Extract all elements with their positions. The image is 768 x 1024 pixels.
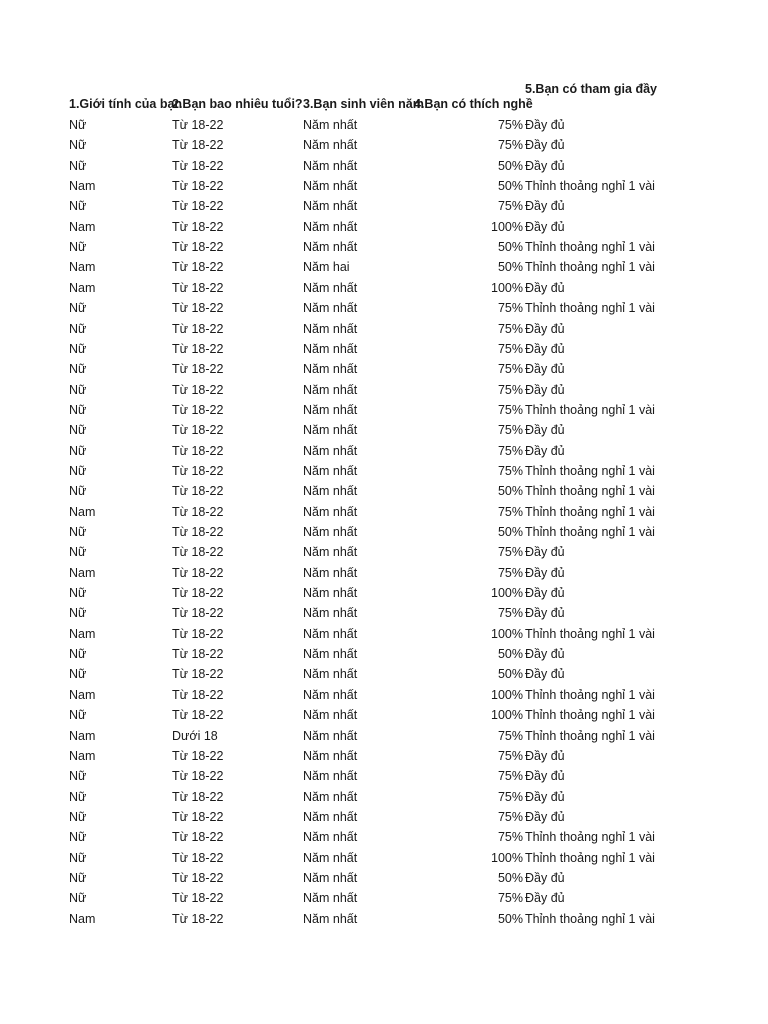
age-cell: Từ 18-22	[172, 423, 224, 438]
gender-cell: Nữ	[69, 423, 87, 438]
year-cell: Năm nhất	[303, 911, 358, 926]
age-cell: Từ 18-22	[172, 118, 224, 132]
table-row	[0, 196, 768, 216]
gender-cell: Nam	[69, 280, 96, 295]
age-cell: Từ 18-22	[172, 769, 224, 784]
year-cell: Năm nhất	[303, 402, 358, 417]
gender-cell: Nữ	[69, 789, 87, 804]
gender-cell: Nữ	[69, 525, 87, 539]
attendance-cell: Đầy đủ	[525, 769, 565, 784]
percent-cell: 75%	[497, 463, 523, 478]
gender-cell: Nữ	[69, 382, 87, 397]
age-cell: Từ 18-22	[172, 870, 224, 885]
gender-cell: Nam	[69, 626, 96, 641]
percent-cell: 75%	[497, 789, 523, 804]
table-row	[0, 502, 768, 522]
percent-cell: 100%	[491, 219, 523, 234]
table-row	[0, 522, 768, 542]
percent-cell: 50%	[497, 667, 523, 682]
gender-cell: Nam	[69, 504, 96, 519]
attendance-cell: Thỉnh thoảng nghỉ 1 vài	[525, 708, 655, 723]
percent-cell: 100%	[491, 850, 523, 865]
percent-cell: 75%	[497, 423, 523, 438]
gender-cell: Nam	[69, 179, 96, 194]
attendance-cell: Đầy đủ	[525, 667, 565, 682]
gender-cell: Nữ	[69, 321, 87, 336]
age-cell: Từ 18-22	[172, 179, 224, 194]
table-row	[0, 746, 768, 766]
table-row	[0, 766, 768, 786]
gender-cell: Nữ	[69, 362, 87, 377]
attendance-cell: Thỉnh thoảng nghỉ 1 vài	[525, 402, 655, 417]
gender-cell: Nữ	[69, 830, 87, 845]
percent-cell: 50%	[497, 484, 523, 499]
percent-cell: 50%	[497, 870, 523, 885]
attendance-cell: Đầy đủ	[525, 748, 565, 763]
header-q3: 3.Bạn sinh viên năm	[303, 97, 424, 111]
table-row	[0, 603, 768, 623]
year-cell: Năm nhất	[303, 728, 358, 743]
year-cell: Năm nhất	[303, 870, 358, 885]
year-cell: Năm nhất	[303, 341, 358, 356]
year-cell: Năm nhất	[303, 362, 358, 377]
gender-cell: Nữ	[69, 484, 87, 499]
attendance-cell: Thỉnh thoảng nghỉ 1 vài	[525, 301, 655, 316]
gender-cell: Nam	[69, 260, 96, 275]
age-cell: Từ 18-22	[172, 158, 224, 173]
percent-cell: 100%	[491, 708, 523, 723]
year-cell: Năm nhất	[303, 708, 358, 723]
percent-cell: 75%	[497, 769, 523, 784]
year-cell: Năm nhất	[303, 769, 358, 784]
table-row	[0, 176, 768, 196]
percent-cell: 75%	[497, 341, 523, 356]
year-cell: Năm nhất	[303, 545, 358, 560]
attendance-cell: Thỉnh thoảng nghỉ 1 vài	[525, 687, 655, 702]
age-cell: Từ 18-22	[172, 789, 224, 804]
attendance-cell: Đầy đủ	[525, 138, 565, 153]
percent-cell: 75%	[497, 199, 523, 214]
attendance-cell: Đầy đủ	[525, 647, 565, 662]
age-cell: Dưới 18	[172, 728, 218, 743]
attendance-cell: Thỉnh thoảng nghỉ 1 vài	[525, 504, 655, 519]
gender-cell: Nữ	[69, 199, 87, 214]
attendance-cell: Đầy đủ	[525, 382, 565, 397]
table-row	[0, 156, 768, 176]
gender-cell: Nữ	[69, 708, 87, 723]
table-row	[0, 461, 768, 481]
table-row	[0, 441, 768, 461]
percent-cell: 50%	[497, 525, 523, 539]
age-cell: Từ 18-22	[172, 647, 224, 662]
percent-cell: 75%	[497, 809, 523, 824]
age-cell: Từ 18-22	[172, 504, 224, 519]
attendance-cell: Đầy đủ	[525, 158, 565, 173]
year-cell: Năm hai	[303, 260, 350, 275]
gender-cell: Nữ	[69, 138, 87, 153]
percent-cell: 50%	[497, 260, 523, 275]
age-cell: Từ 18-22	[172, 280, 224, 295]
year-cell: Năm nhất	[303, 280, 358, 295]
header-q5: 5.Bạn có tham gia đầy	[525, 82, 657, 96]
year-cell: Năm nhất	[303, 606, 358, 621]
attendance-cell: Thỉnh thoảng nghỉ 1 vài	[525, 463, 655, 478]
table-row	[0, 787, 768, 807]
table-row	[0, 217, 768, 237]
attendance-cell: Thỉnh thoảng nghỉ 1 vài	[525, 240, 655, 255]
percent-cell: 75%	[497, 138, 523, 153]
table-row	[0, 909, 768, 929]
attendance-cell: Thỉnh thoảng nghỉ 1 vài	[525, 484, 655, 499]
year-cell: Năm nhất	[303, 138, 358, 153]
attendance-cell: Đầy đủ	[525, 891, 565, 906]
year-cell: Năm nhất	[303, 809, 358, 824]
year-cell: Năm nhất	[303, 240, 358, 255]
percent-cell: 75%	[497, 545, 523, 560]
table-row	[0, 380, 768, 400]
table-row	[0, 339, 768, 359]
gender-cell: Nữ	[69, 240, 87, 255]
gender-cell: Nữ	[69, 870, 87, 885]
percent-cell: 75%	[497, 382, 523, 397]
year-cell: Năm nhất	[303, 667, 358, 682]
age-cell: Từ 18-22	[172, 626, 224, 641]
header-row	[0, 94, 768, 114]
attendance-cell: Đầy đủ	[525, 789, 565, 804]
attendance-cell: Đầy đủ	[525, 362, 565, 377]
year-cell: Năm nhất	[303, 850, 358, 865]
year-cell: Năm nhất	[303, 301, 358, 316]
age-cell: Từ 18-22	[172, 748, 224, 763]
age-cell: Từ 18-22	[172, 484, 224, 499]
gender-cell: Nữ	[69, 850, 87, 865]
percent-cell: 100%	[491, 586, 523, 601]
table-row	[0, 257, 768, 277]
year-cell: Năm nhất	[303, 687, 358, 702]
gender-cell: Nữ	[69, 443, 87, 458]
attendance-cell: Đầy đủ	[525, 586, 565, 601]
attendance-cell: Đầy đủ	[525, 219, 565, 234]
table-row	[0, 319, 768, 339]
age-cell: Từ 18-22	[172, 301, 224, 316]
year-cell: Năm nhất	[303, 118, 358, 132]
age-cell: Từ 18-22	[172, 708, 224, 723]
percent-cell: 50%	[497, 179, 523, 194]
age-cell: Từ 18-22	[172, 260, 224, 275]
age-cell: Từ 18-22	[172, 545, 224, 560]
attendance-cell: Đầy đủ	[525, 565, 565, 580]
table-row	[0, 685, 768, 705]
gender-cell: Nữ	[69, 463, 87, 478]
table-row	[0, 237, 768, 257]
table-row	[0, 848, 768, 868]
age-cell: Từ 18-22	[172, 240, 224, 255]
age-cell: Từ 18-22	[172, 321, 224, 336]
year-cell: Năm nhất	[303, 647, 358, 662]
year-cell: Năm nhất	[303, 382, 358, 397]
attendance-cell: Đầy đủ	[525, 321, 565, 336]
gender-cell: Nam	[69, 687, 96, 702]
table-row	[0, 644, 768, 664]
attendance-cell: Thỉnh thoảng nghỉ 1 vài	[525, 911, 655, 926]
attendance-cell: Đầy đủ	[525, 809, 565, 824]
age-cell: Từ 18-22	[172, 402, 224, 417]
percent-cell: 75%	[497, 748, 523, 763]
table-row	[0, 705, 768, 725]
year-cell: Năm nhất	[303, 443, 358, 458]
percent-cell: 75%	[497, 118, 523, 132]
table-row	[0, 481, 768, 501]
percent-cell: 75%	[497, 606, 523, 621]
attendance-cell: Đầy đủ	[525, 118, 565, 132]
table-row	[0, 664, 768, 684]
year-cell: Năm nhất	[303, 463, 358, 478]
percent-cell: 50%	[497, 158, 523, 173]
percent-cell: 75%	[497, 301, 523, 316]
age-cell: Từ 18-22	[172, 809, 224, 824]
table-row	[0, 420, 768, 440]
age-cell: Từ 18-22	[172, 687, 224, 702]
gender-cell: Nam	[69, 911, 96, 926]
age-cell: Từ 18-22	[172, 138, 224, 153]
percent-cell: 50%	[497, 240, 523, 255]
table-row	[0, 624, 768, 644]
gender-cell: Nữ	[69, 647, 87, 662]
year-cell: Năm nhất	[303, 830, 358, 845]
year-cell: Năm nhất	[303, 586, 358, 601]
percent-cell: 75%	[497, 565, 523, 580]
gender-cell: Nữ	[69, 667, 87, 682]
year-cell: Năm nhất	[303, 321, 358, 336]
header-q4: 4.Bạn có thích nghề	[414, 97, 533, 111]
table-row	[0, 542, 768, 562]
age-cell: Từ 18-22	[172, 341, 224, 356]
header-q1: 1.Giới tính của bạn	[69, 97, 183, 111]
year-cell: Năm nhất	[303, 789, 358, 804]
attendance-cell: Thỉnh thoảng nghỉ 1 vài	[525, 525, 655, 539]
age-cell: Từ 18-22	[172, 443, 224, 458]
year-cell: Năm nhất	[303, 525, 358, 539]
year-cell: Năm nhất	[303, 219, 358, 234]
gender-cell: Nữ	[69, 809, 87, 824]
age-cell: Từ 18-22	[172, 219, 224, 234]
attendance-cell: Đầy đủ	[525, 423, 565, 438]
percent-cell: 100%	[491, 687, 523, 702]
age-cell: Từ 18-22	[172, 199, 224, 214]
table-row	[0, 583, 768, 603]
percent-cell: 100%	[491, 280, 523, 295]
percent-cell: 50%	[497, 647, 523, 662]
year-cell: Năm nhất	[303, 626, 358, 641]
percent-cell: 75%	[497, 728, 523, 743]
attendance-cell: Thỉnh thoảng nghỉ 1 vài	[525, 626, 655, 641]
gender-cell: Nữ	[69, 606, 87, 621]
gender-cell: Nữ	[69, 402, 87, 417]
age-cell: Từ 18-22	[172, 850, 224, 865]
year-cell: Năm nhất	[303, 504, 358, 519]
table-row	[0, 115, 768, 135]
attendance-cell: Thỉnh thoảng nghỉ 1 vài	[525, 179, 655, 194]
year-cell: Năm nhất	[303, 423, 358, 438]
year-cell: Năm nhất	[303, 179, 358, 194]
year-cell: Năm nhất	[303, 199, 358, 214]
gender-cell: Nam	[69, 748, 96, 763]
gender-cell: Nam	[69, 728, 96, 743]
age-cell: Từ 18-22	[172, 362, 224, 377]
gender-cell: Nữ	[69, 586, 87, 601]
gender-cell: Nam	[69, 565, 96, 580]
table-row	[0, 400, 768, 420]
attendance-cell: Thỉnh thoảng nghỉ 1 vài	[525, 830, 655, 845]
attendance-cell: Đầy đủ	[525, 341, 565, 356]
percent-cell: 75%	[497, 830, 523, 845]
year-cell: Năm nhất	[303, 891, 358, 906]
gender-cell: Nữ	[69, 769, 87, 784]
year-cell: Năm nhất	[303, 565, 358, 580]
percent-cell: 100%	[491, 626, 523, 641]
table-row	[0, 868, 768, 888]
table-row	[0, 827, 768, 847]
year-cell: Năm nhất	[303, 484, 358, 499]
age-cell: Từ 18-22	[172, 525, 224, 539]
attendance-cell: Thỉnh thoảng nghỉ 1 vài	[525, 260, 655, 275]
age-cell: Từ 18-22	[172, 586, 224, 601]
gender-cell: Nữ	[69, 341, 87, 356]
attendance-cell: Đầy đủ	[525, 606, 565, 621]
age-cell: Từ 18-22	[172, 911, 224, 926]
attendance-cell: Thỉnh thoảng nghỉ 1 vài	[525, 850, 655, 865]
table-row	[0, 726, 768, 746]
age-cell: Từ 18-22	[172, 891, 224, 906]
gender-cell: Nữ	[69, 118, 87, 132]
attendance-cell: Đầy đủ	[525, 443, 565, 458]
age-cell: Từ 18-22	[172, 667, 224, 682]
percent-cell: 75%	[497, 891, 523, 906]
table-row	[0, 807, 768, 827]
age-cell: Từ 18-22	[172, 463, 224, 478]
percent-cell: 75%	[497, 504, 523, 519]
year-cell: Năm nhất	[303, 158, 358, 173]
year-cell: Năm nhất	[303, 748, 358, 763]
age-cell: Từ 18-22	[172, 830, 224, 845]
table-row	[0, 298, 768, 318]
table-row	[0, 563, 768, 583]
attendance-cell: Đầy đủ	[525, 280, 565, 295]
percent-cell: 75%	[497, 321, 523, 336]
age-cell: Từ 18-22	[172, 565, 224, 580]
gender-cell: Nữ	[69, 545, 87, 560]
gender-cell: Nữ	[69, 301, 87, 316]
age-cell: Từ 18-22	[172, 606, 224, 621]
gender-cell: Nữ	[69, 158, 87, 173]
table-row	[0, 278, 768, 298]
attendance-cell: Đầy đủ	[525, 545, 565, 560]
header-q2: 2.Bạn bao nhiêu tuổi?	[172, 97, 303, 111]
age-cell: Từ 18-22	[172, 382, 224, 397]
percent-cell: 75%	[497, 402, 523, 417]
table-row	[0, 359, 768, 379]
attendance-cell: Đầy đủ	[525, 870, 565, 885]
attendance-cell: Thỉnh thoảng nghỉ 1 vài	[525, 728, 655, 743]
percent-cell: 75%	[497, 443, 523, 458]
percent-cell: 75%	[497, 362, 523, 377]
percent-cell: 50%	[497, 911, 523, 926]
table-row	[0, 888, 768, 908]
table-row	[0, 135, 768, 155]
gender-cell: Nữ	[69, 891, 87, 906]
attendance-cell: Đầy đủ	[525, 199, 565, 214]
gender-cell: Nam	[69, 219, 96, 234]
